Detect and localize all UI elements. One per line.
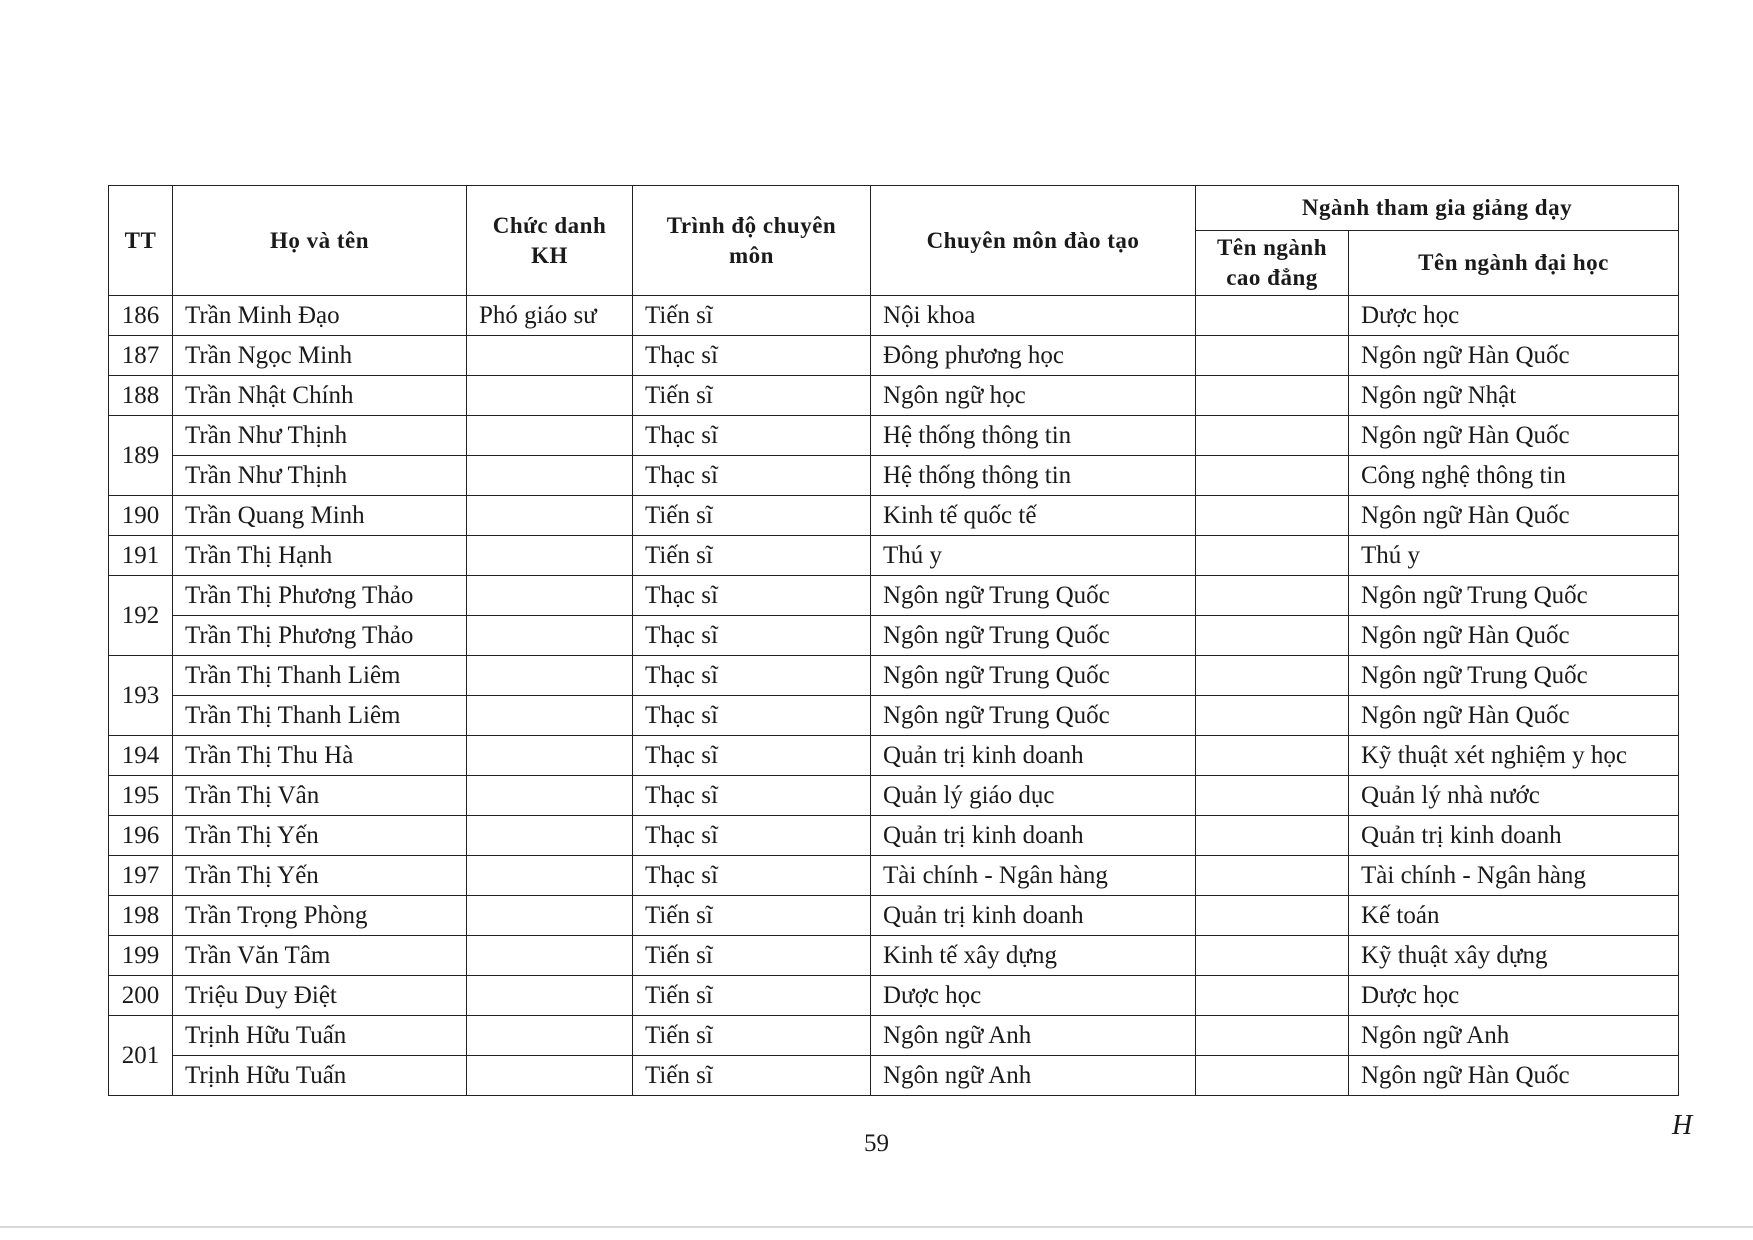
cell-specialty: Quản trị kinh doanh: [871, 816, 1196, 856]
cell-name: Trần Thị Yến: [173, 856, 467, 896]
cell-tt: 192: [109, 576, 173, 656]
cell-college: [1196, 336, 1349, 376]
header-degree: Trình độ chuyên môn: [633, 186, 871, 296]
cell-tt: 201: [109, 1016, 173, 1096]
page-number: 59: [864, 1130, 889, 1157]
table-row: [109, 416, 1679, 456]
cell-specialty: Hệ thống thông tin: [871, 416, 1196, 456]
cell-college: [1196, 936, 1349, 976]
table-row: [109, 376, 1679, 416]
header-teaching-group: Ngành tham gia giảng dạy: [1196, 186, 1679, 231]
cell-degree: Thạc sĩ: [633, 696, 871, 736]
cell-college: [1196, 296, 1349, 336]
header-university: Tên ngành đại học: [1349, 231, 1679, 296]
cell-university: Quản lý nhà nước: [1349, 776, 1679, 816]
cell-title: [467, 456, 633, 496]
cell-university: Ngôn ngữ Anh: [1349, 1016, 1679, 1056]
cell-title: [467, 856, 633, 896]
cell-title: [467, 696, 633, 736]
cell-degree: Thạc sĩ: [633, 736, 871, 776]
cell-specialty: Quản trị kinh doanh: [871, 736, 1196, 776]
cell-university: Ngôn ngữ Hàn Quốc: [1349, 616, 1679, 656]
cell-college: [1196, 1016, 1349, 1056]
cell-tt: 193: [109, 656, 173, 736]
cell-name: Triệu Duy Điệt: [173, 976, 467, 1016]
cell-degree: Thạc sĩ: [633, 336, 871, 376]
cell-college: [1196, 816, 1349, 856]
cell-specialty: Đông phương học: [871, 336, 1196, 376]
cell-name: Trần Thị Hạnh: [173, 536, 467, 576]
table-row: [109, 616, 1679, 656]
cell-title: [467, 736, 633, 776]
cell-tt: 189: [109, 416, 173, 496]
cell-college: [1196, 576, 1349, 616]
cell-degree: Tiến sĩ: [633, 896, 871, 936]
cell-college: [1196, 1056, 1349, 1096]
table-row: [109, 1016, 1679, 1056]
table-row: [109, 816, 1679, 856]
table-row: [109, 976, 1679, 1016]
header-college: Tên ngành cao đẳng: [1196, 231, 1349, 296]
table-row: [109, 296, 1679, 336]
cell-title: [467, 336, 633, 376]
cell-university: Ngôn ngữ Trung Quốc: [1349, 656, 1679, 696]
cell-name: Trịnh Hữu Tuấn: [173, 1016, 467, 1056]
cell-title: [467, 1016, 633, 1056]
cell-specialty: Quản lý giáo dục: [871, 776, 1196, 816]
cell-specialty: Dược học: [871, 976, 1196, 1016]
cell-title: [467, 376, 633, 416]
cell-name: Trần Nhật Chính: [173, 376, 467, 416]
header-title: Chức danh KH: [467, 186, 633, 296]
cell-university: Ngôn ngữ Hàn Quốc: [1349, 416, 1679, 456]
header-name: Họ và tên: [173, 186, 467, 296]
cell-title: [467, 976, 633, 1016]
handwritten-initial: H: [1672, 1110, 1693, 1141]
cell-degree: Thạc sĩ: [633, 776, 871, 816]
cell-specialty: Kinh tế quốc tế: [871, 496, 1196, 536]
cell-tt: 188: [109, 376, 173, 416]
cell-tt: 200: [109, 976, 173, 1016]
cell-title: [467, 496, 633, 536]
cell-college: [1196, 456, 1349, 496]
cell-title: [467, 576, 633, 616]
cell-degree: Thạc sĩ: [633, 576, 871, 616]
table-row: [109, 456, 1679, 496]
cell-name: Trần Văn Tâm: [173, 936, 467, 976]
table-row: [109, 576, 1679, 616]
cell-tt: 198: [109, 896, 173, 936]
table-row: [109, 856, 1679, 896]
cell-university: Thú y: [1349, 536, 1679, 576]
cell-name: Trần Ngọc Minh: [173, 336, 467, 376]
cell-title: [467, 776, 633, 816]
cell-university: Công nghệ thông tin: [1349, 456, 1679, 496]
cell-tt: 187: [109, 336, 173, 376]
cell-title: [467, 936, 633, 976]
cell-university: Kỹ thuật xét nghiệm y học: [1349, 736, 1679, 776]
cell-university: Quản trị kinh doanh: [1349, 816, 1679, 856]
cell-specialty: Tài chính - Ngân hàng: [871, 856, 1196, 896]
cell-title: [467, 656, 633, 696]
cell-name: Trần Trọng Phòng: [173, 896, 467, 936]
cell-name: Trần Như Thịnh: [173, 456, 467, 496]
cell-tt: 199: [109, 936, 173, 976]
cell-name: Trần Thị Yến: [173, 816, 467, 856]
cell-degree: Tiến sĩ: [633, 496, 871, 536]
table-row: [109, 896, 1679, 936]
cell-degree: Tiến sĩ: [633, 1016, 871, 1056]
cell-name: Trần Thị Phương Thảo: [173, 616, 467, 656]
cell-tt: 196: [109, 816, 173, 856]
cell-university: Kỹ thuật xây dựng: [1349, 936, 1679, 976]
cell-specialty: Ngôn ngữ Anh: [871, 1016, 1196, 1056]
table-row: [109, 496, 1679, 536]
table-row: [109, 656, 1679, 696]
cell-university: Dược học: [1349, 296, 1679, 336]
cell-college: [1196, 416, 1349, 456]
cell-specialty: Ngôn ngữ Trung Quốc: [871, 656, 1196, 696]
cell-tt: 186: [109, 296, 173, 336]
cell-college: [1196, 976, 1349, 1016]
cell-college: [1196, 896, 1349, 936]
cell-university: Ngôn ngữ Hàn Quốc: [1349, 1056, 1679, 1096]
cell-degree: Tiến sĩ: [633, 936, 871, 976]
table-body: [109, 296, 1679, 1096]
cell-title: [467, 1056, 633, 1096]
cell-name: Trần Minh Đạo: [173, 296, 467, 336]
cell-tt: 197: [109, 856, 173, 896]
header-tt: TT: [109, 186, 173, 296]
table-row: [109, 776, 1679, 816]
cell-specialty: Ngôn ngữ Trung Quốc: [871, 576, 1196, 616]
cell-title: [467, 896, 633, 936]
cell-college: [1196, 776, 1349, 816]
cell-tt: 190: [109, 496, 173, 536]
cell-degree: Thạc sĩ: [633, 656, 871, 696]
cell-degree: Thạc sĩ: [633, 456, 871, 496]
cell-degree: Tiến sĩ: [633, 296, 871, 336]
cell-name: Trần Thị Thu Hà: [173, 736, 467, 776]
cell-tt: 194: [109, 736, 173, 776]
cell-college: [1196, 656, 1349, 696]
cell-name: Trần Thị Thanh Liêm: [173, 696, 467, 736]
cell-name: Trần Thị Thanh Liêm: [173, 656, 467, 696]
cell-college: [1196, 696, 1349, 736]
scan-edge-divider: [0, 1226, 1753, 1228]
table-row: [109, 696, 1679, 736]
cell-degree: Thạc sĩ: [633, 416, 871, 456]
table-row: [109, 336, 1679, 376]
cell-degree: Tiến sĩ: [633, 536, 871, 576]
cell-name: Trịnh Hữu Tuấn: [173, 1056, 467, 1096]
cell-specialty: Ngôn ngữ Anh: [871, 1056, 1196, 1096]
cell-title: [467, 536, 633, 576]
cell-degree: Thạc sĩ: [633, 616, 871, 656]
table-row: [109, 936, 1679, 976]
header-specialty: Chuyên môn đào tạo: [871, 186, 1196, 296]
cell-university: Ngôn ngữ Hàn Quốc: [1349, 336, 1679, 376]
table-header: [109, 186, 1679, 296]
cell-college: [1196, 376, 1349, 416]
cell-specialty: Quản trị kinh doanh: [871, 896, 1196, 936]
cell-specialty: Ngôn ngữ Trung Quốc: [871, 616, 1196, 656]
cell-specialty: Hệ thống thông tin: [871, 456, 1196, 496]
cell-university: Ngôn ngữ Hàn Quốc: [1349, 696, 1679, 736]
cell-title: Phó giáo sư: [467, 296, 633, 336]
cell-college: [1196, 616, 1349, 656]
cell-college: [1196, 496, 1349, 536]
table-row: [109, 536, 1679, 576]
cell-college: [1196, 536, 1349, 576]
cell-name: Trần Thị Vân: [173, 776, 467, 816]
cell-degree: Tiến sĩ: [633, 976, 871, 1016]
cell-university: Tài chính - Ngân hàng: [1349, 856, 1679, 896]
cell-specialty: Ngôn ngữ học: [871, 376, 1196, 416]
table-row: [109, 1056, 1679, 1096]
table-row: [109, 736, 1679, 776]
cell-specialty: Nội khoa: [871, 296, 1196, 336]
cell-university: Dược học: [1349, 976, 1679, 1016]
cell-name: Trần Như Thịnh: [173, 416, 467, 456]
cell-university: Ngôn ngữ Trung Quốc: [1349, 576, 1679, 616]
cell-tt: 191: [109, 536, 173, 576]
cell-title: [467, 616, 633, 656]
cell-title: [467, 416, 633, 456]
cell-specialty: Ngôn ngữ Trung Quốc: [871, 696, 1196, 736]
cell-degree: Tiến sĩ: [633, 376, 871, 416]
cell-name: Trần Thị Phương Thảo: [173, 576, 467, 616]
cell-title: [467, 816, 633, 856]
cell-university: Kế toán: [1349, 896, 1679, 936]
cell-specialty: Thú y: [871, 536, 1196, 576]
lecturer-table: [108, 185, 1679, 1096]
cell-degree: Thạc sĩ: [633, 816, 871, 856]
cell-college: [1196, 736, 1349, 776]
cell-university: Ngôn ngữ Hàn Quốc: [1349, 496, 1679, 536]
cell-college: [1196, 856, 1349, 896]
cell-tt: 195: [109, 776, 173, 816]
cell-specialty: Kinh tế xây dựng: [871, 936, 1196, 976]
cell-degree: Thạc sĩ: [633, 856, 871, 896]
cell-degree: Tiến sĩ: [633, 1056, 871, 1096]
cell-university: Ngôn ngữ Nhật: [1349, 376, 1679, 416]
cell-name: Trần Quang Minh: [173, 496, 467, 536]
